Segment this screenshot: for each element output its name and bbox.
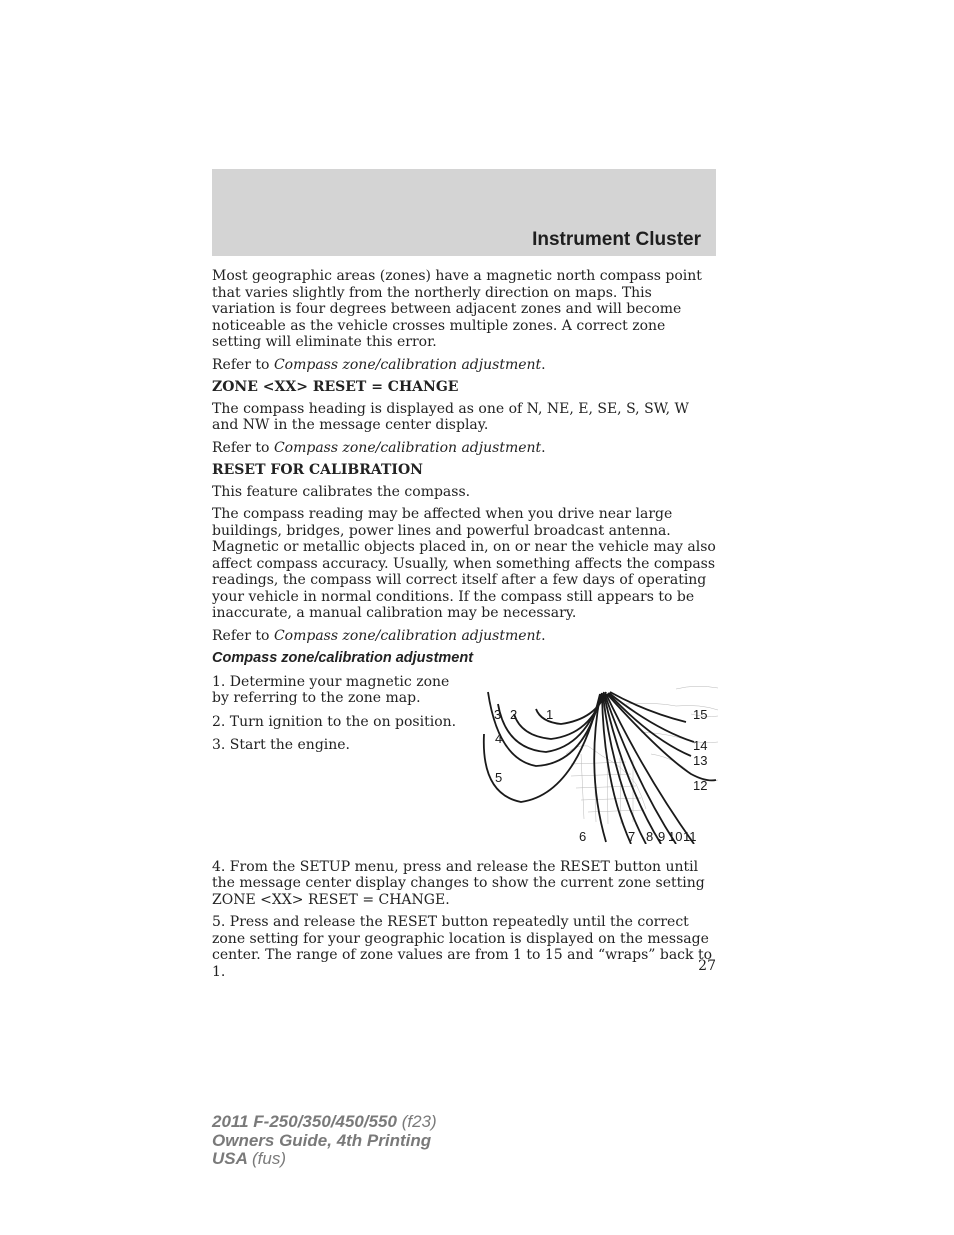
zone-line-11 xyxy=(606,694,694,844)
footer-line-3 xyxy=(212,1150,437,1169)
footer-region-code: (fus) xyxy=(252,1149,286,1168)
steps-left-column xyxy=(212,674,467,754)
zone-map xyxy=(476,684,718,844)
footer-line-1 xyxy=(212,1113,437,1132)
section-header-band xyxy=(212,169,716,256)
refer-prefix: Refer to xyxy=(212,356,270,373)
document-footer xyxy=(212,1113,437,1169)
zone-line-2 xyxy=(514,692,604,739)
footer-model: 2011 F-250/350/450/550 xyxy=(212,1112,397,1131)
paragraph-compass-heading: The compass heading is displayed as one of N, NE, E, SE, S, SW, W and NW in the message center display. xyxy=(212,400,689,433)
step-5: 5. Press and release the RESET button repeatedly until the correct zone setting for your geographic location is displayed on the message center. The range of zone values are from 1 to 15 and “wraps” back to 1. xyxy=(212,914,713,980)
zone-label-5: 5 xyxy=(495,770,503,785)
refer-line: Refer to Compass zone/calibration adjustment. xyxy=(212,627,546,644)
paragraph-calibrates: This feature calibrates the compass. xyxy=(212,483,471,500)
step-1: 1. Determine your magnetic zone by referring to the zone map. xyxy=(212,673,450,706)
zone-label-12: 12 xyxy=(693,778,708,793)
refer-prefix: Refer to xyxy=(212,439,270,456)
zone-line-14 xyxy=(609,693,694,742)
zone-label-7: 7 xyxy=(628,829,636,844)
zone-label-2: 2 xyxy=(510,707,518,722)
subheading-calibration: Compass zone/calibration adjustment xyxy=(212,650,474,666)
refer-line: Refer to Compass zone/calibration adjustment. xyxy=(212,356,546,373)
reset-heading: RESET FOR CALIBRATION xyxy=(212,462,423,478)
zone-label-13: 13 xyxy=(693,753,708,768)
refer-link[interactable]: Compass zone/calibration adjustment xyxy=(273,439,542,456)
page-number: 27 xyxy=(698,958,716,974)
zone-label-6: 6 xyxy=(579,829,587,844)
step-2: 2. Turn ignition to the on position. xyxy=(212,713,457,730)
zone-label-9: 9 xyxy=(658,829,666,844)
footer-line-2: Owners Guide, 4th Printing xyxy=(212,1130,432,1150)
zone-label-4: 4 xyxy=(495,731,503,746)
footer-model-code: (f23) xyxy=(401,1112,437,1131)
paragraph-compass-affected: The compass reading may be affected when you drive near large buildings, bridges, power lines and powerful broadcast antenna. Magnetic or metallic objects placed in, on or near the vehicle may also affect compass accuracy. Usually, when something affects the compass readings, the compass will correct itself after a few days of operating your vehicle in normal conditions. If the compass still appears to be inaccurate, a manual calibration may be necessary. xyxy=(212,506,716,621)
paragraph-zones-intro: Most geographic areas (zones) have a magnetic north compass point that varies slightly from the northerly direction on maps. This variation is four degrees between adjacent zones and will become noticeable as the vehicle crosses multiple zones. A correct zone setting will eliminate this error. xyxy=(212,268,702,350)
refer-link[interactable]: Compass zone/calibration adjustment xyxy=(273,356,542,373)
footer-region: USA xyxy=(212,1149,248,1168)
page-content xyxy=(212,268,717,986)
zone-heading: ZONE <XX> RESET = CHANGE xyxy=(212,379,459,395)
zone-label-11: 11 xyxy=(683,829,697,844)
zone-label-8: 8 xyxy=(646,829,654,844)
zone-label-10: 10 xyxy=(668,829,683,844)
zone-label-14: 14 xyxy=(693,738,708,753)
refer-prefix: Refer to xyxy=(212,627,270,644)
refer-link[interactable]: Compass zone/calibration adjustment xyxy=(273,627,542,644)
step-3: 3. Start the engine. xyxy=(212,737,351,753)
zone-label-15: 15 xyxy=(693,707,708,722)
zone-lines xyxy=(484,692,716,844)
step-4: 4. From the SETUP menu, press and release the RESET button until the message center display changes to show the current zone setting ZONE <XX> RESET = CHANGE. xyxy=(212,858,705,908)
zone-label-1: 1 xyxy=(546,707,554,722)
refer-line: Refer to Compass zone/calibration adjustment. xyxy=(212,439,546,456)
section-title: Instrument Cluster xyxy=(532,229,701,250)
zone-label-3: 3 xyxy=(494,707,502,722)
zone-line-10 xyxy=(605,695,676,844)
